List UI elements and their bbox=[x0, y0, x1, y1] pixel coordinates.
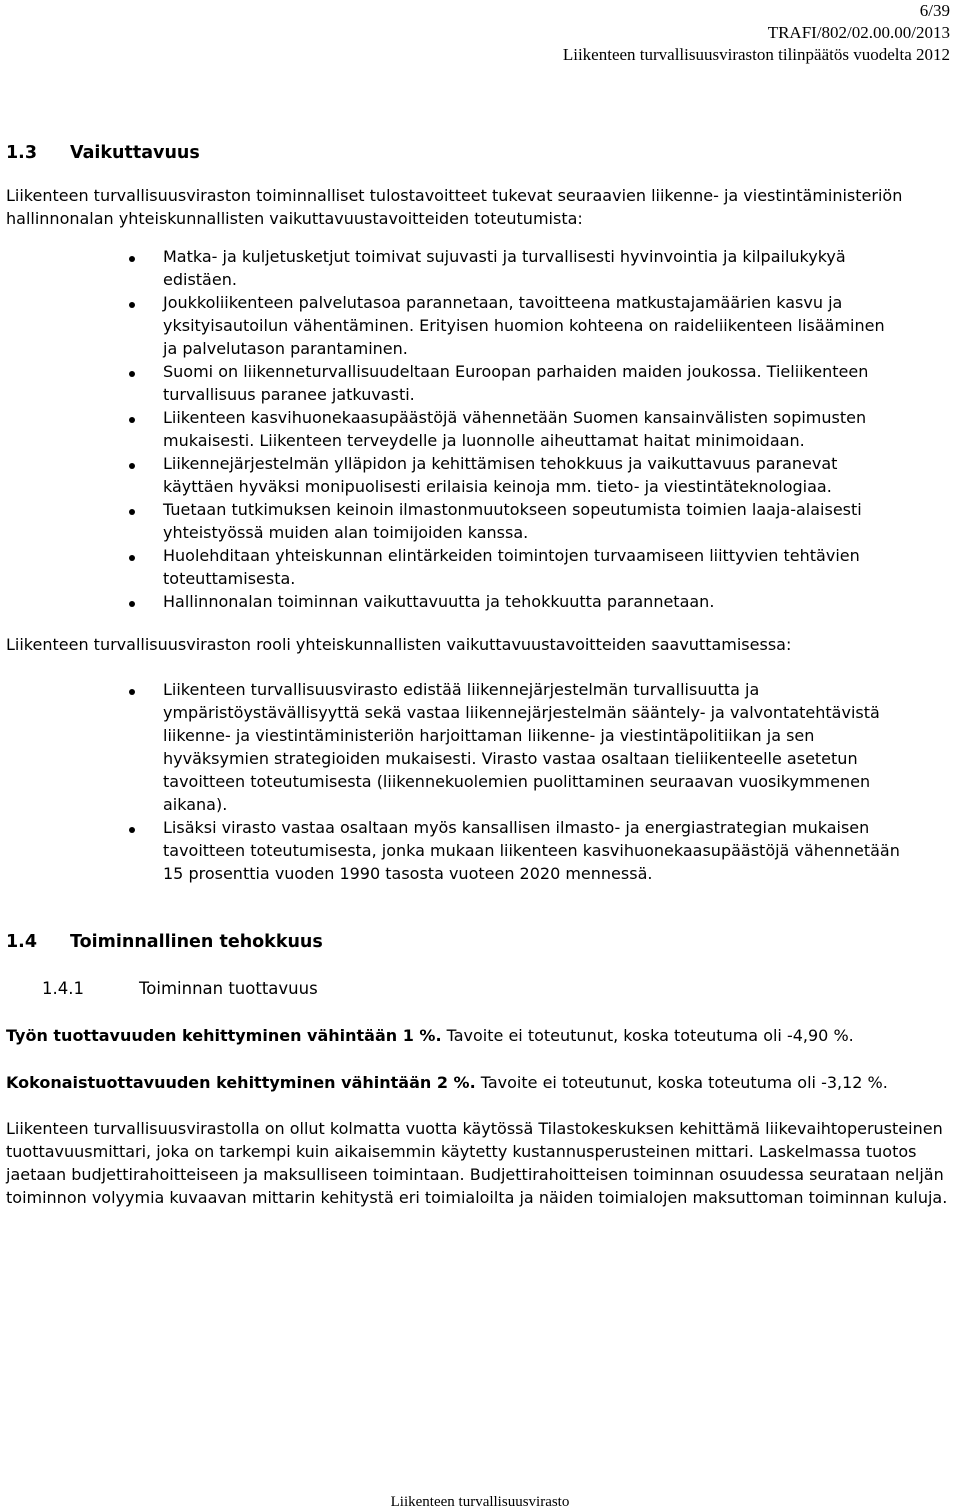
section-heading-1-3 bbox=[6, 142, 958, 165]
goal-total-productivity: Kokonaistuottavuuden kehittyminen vähintään 2 %. Tavoite ei toteutunut, koska toteutuma oli -3,12 %. bbox=[6, 1073, 888, 1092]
bullet-icon bbox=[129, 302, 135, 308]
role-intro: Liikenteen turvallisuusviraston rooli yhteiskunnallisten vaikuttavuustavoitteiden saavuttamisessa: bbox=[6, 635, 792, 654]
list-item: Liikenteen kasvihuonekaasupäästöjä vähennetään Suomen kansainvälisten sopimusten mukaisesti. Liikenteen terveydelle ja luonnolle aiheuttamat haitat minimoidaan. bbox=[6, 406, 958, 452]
list-item: Lisäksi virasto vastaa osaltaan myös kansallisen ilmasto- ja energiastrategian mukaisen tavoitteen toteutumisesta, jonka mukaan liikenteen kasvihuonekaasupäästöjä vähennetään 15 prosenttia vuoden 1990 tasosta vuoteen 2020 mennessä. bbox=[6, 816, 958, 885]
section-intro: Liikenteen turvallisuusviraston toiminnalliset tulostavoitteet tukevat seuraavien liikenne- ja viestintäministeriön hallinnonalan yhteiskunnallisten vaikuttavuustavoitteiden toteutumista: bbox=[6, 186, 903, 228]
bullet-icon bbox=[129, 463, 135, 469]
page-header bbox=[563, 0, 950, 66]
document-id: TRAFI/802/02.00.00/2013 bbox=[767, 23, 950, 42]
bullet-icon bbox=[129, 256, 135, 262]
page-content bbox=[6, 142, 958, 1209]
bullet-icon bbox=[129, 601, 135, 607]
list-item: Suomi on liikenneturvallisuudeltaan Euroopan parhaiden maiden joukossa. Tieliikenteen turvallisuus paranee jatkuvasti. bbox=[6, 360, 958, 406]
section-title: Toiminnallinen tehokkuus bbox=[70, 932, 323, 952]
list-item: Liikenteen turvallisuusvirasto edistää liikennejärjestelmän turvallisuutta ja ympäristöystävällisyyttä sekä vastaa liikennejärjestelmän sääntely- ja valvontatehtävistä liikenne- ja viestintäministeriön harjoittaman liikenne- ja viestintäpolitiikan ja sen hyväksymien strategioiden mukaisesti. Virasto vastaa osaltaan tieliikenteelle asetetun tavoitteen toteutumisesta (liikennekuolemien puolittaminen seuraavan vuosikymmenen aikana). bbox=[6, 678, 958, 816]
page-number: 6/39 bbox=[919, 1, 950, 20]
section-title: Vaikuttavuus bbox=[70, 143, 200, 163]
bullet-icon bbox=[129, 509, 135, 515]
bullet-icon bbox=[129, 371, 135, 377]
bullet-icon bbox=[129, 555, 135, 561]
section-number: 1.4 bbox=[6, 932, 38, 952]
goal-labour-productivity: Työn tuottavuuden kehittyminen vähintään 1 %. Tavoite ei toteutunut, koska toteutuma oli -4,90 %. bbox=[6, 1026, 854, 1045]
section-number: 1.3 bbox=[6, 143, 38, 163]
list-item: Hallinnonalan toiminnan vaikuttavuutta ja tehokkuutta parannetaan. bbox=[6, 590, 958, 613]
list-item: Huolehditaan yhteiskunnan elintärkeiden toimintojen turvaamiseen liittyvien tehtävien toteuttamisesta. bbox=[6, 544, 958, 590]
goal-list bbox=[6, 245, 958, 613]
bullet-icon bbox=[129, 689, 135, 695]
page-footer: Liikenteen turvallisuusvirasto bbox=[390, 1494, 570, 1510]
document-title: Liikenteen turvallisuusviraston tilinpäätös vuodelta 2012 bbox=[562, 45, 950, 64]
section-heading-1-4 bbox=[6, 931, 958, 954]
list-item: Liikennejärjestelmän ylläpidon ja kehittämisen tehokkuus ja vaikuttavuus paranevat käyttäen hyväksi monipuolisesti erilaisia keinoja mm. tieto- ja viestintäteknologiaa. bbox=[6, 452, 958, 498]
list-item: Matka- ja kuljetusketjut toimivat sujuvasti ja turvallisesti hyvinvointia ja kilpailukykyä edistäen. bbox=[6, 245, 958, 291]
role-list bbox=[6, 678, 958, 885]
subsection-heading-1-4-1 bbox=[42, 977, 958, 1000]
productivity-paragraph: Liikenteen turvallisuusvirastolla on ollut kolmatta vuotta käytössä Tilastokeskuksen kehittämä liikevaihtoperusteinen tuottavuusmittari, joka on tarkempi kuin aikaisemmin käytetty kustannusperusteinen mittari. Laskelmassa tuotos jaetaan budjettirahoitteiseen ja maksulliseen toimintaan. Budjettirahoitteisen toiminnan osuudessa seurataan neljän toiminnon volyymia kuvaavan mittarin kehitystä eri toimialoilta ja näiden toimialojen maksuttoman toiminnan kuluja. bbox=[6, 1119, 948, 1207]
list-item: Tuetaan tutkimuksen keinoin ilmastonmuutokseen sopeutumista toimien laaja-alaisesti yhteistyössä muiden alan toimijoiden kanssa. bbox=[6, 498, 958, 544]
list-item: Joukkoliikenteen palvelutasoa parannetaan, tavoitteena matkustajamäärien kasvu ja yksityisautoilun vähentäminen. Erityisen huomion kohteena on raideliikenteen lisääminen ja palvelutason parantaminen. bbox=[6, 291, 958, 360]
bullet-icon bbox=[129, 417, 135, 423]
subsection-number: 1.4.1 bbox=[42, 979, 84, 998]
bullet-icon bbox=[129, 827, 135, 833]
subsection-title: Toiminnan tuottavuus bbox=[139, 979, 318, 998]
